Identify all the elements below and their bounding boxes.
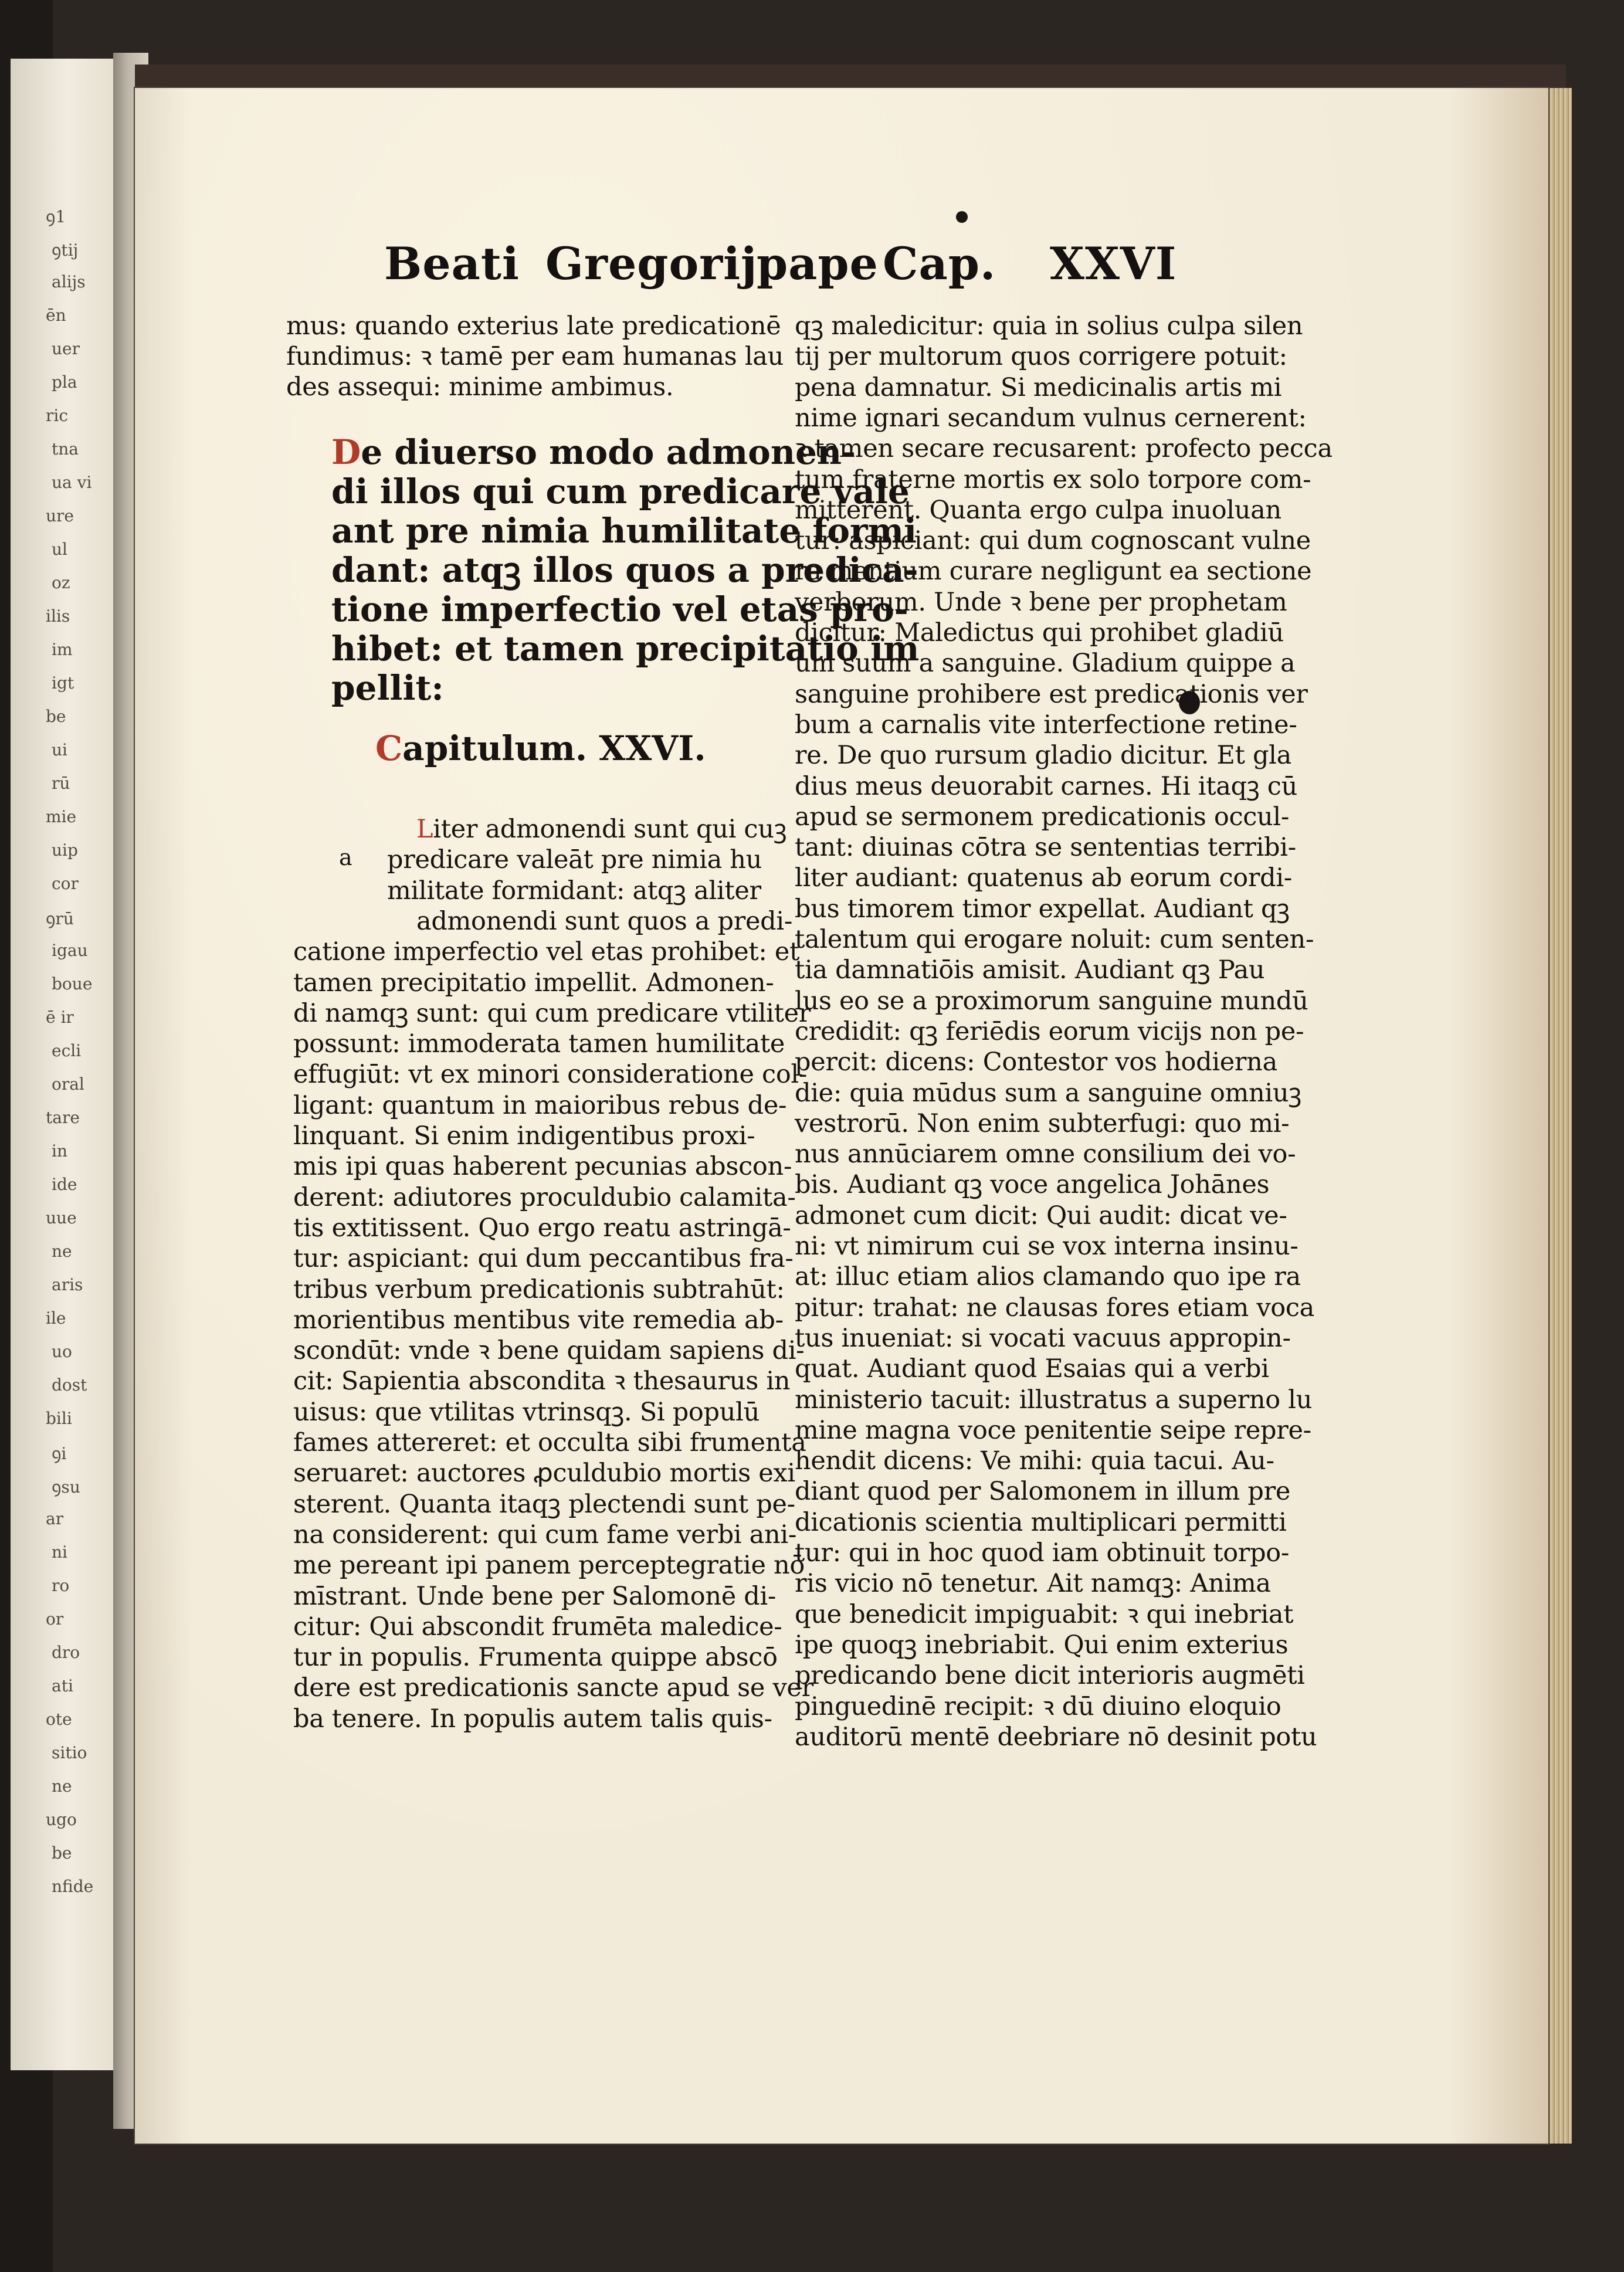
leftIntro-line: fundimus: ꝛ tamē per eam humanas lau: [286, 342, 784, 371]
ink-dot: [956, 211, 968, 223]
rightBody-line: quat. Audiant quod Esaias qui a verbi: [795, 1354, 1269, 1384]
leftBody-line: mis ipi quas haberent pecunias abscon-: [293, 1152, 792, 1182]
rightBody-line: verborum. Unde ꝛ bene per prophetam: [795, 587, 1287, 617]
rightBody-line: bus timorem timor expellat. Audiant qꝫ: [795, 894, 1290, 924]
facing-page-fragment: ile: [46, 1308, 66, 1328]
rubric-initial: D: [331, 432, 361, 472]
facing-page-fragment: ꝯ1: [46, 207, 66, 226]
facing-page-fragment: uue: [46, 1208, 77, 1227]
facing-page-edge: [11, 59, 113, 2070]
facing-page-fragment: alijs: [52, 272, 86, 291]
chapter-heading: Capitulum. XXVI.: [375, 728, 706, 768]
leftTitle-line: hibet: et tamen precipitatio im: [331, 629, 920, 669]
facing-page-fragment: bili: [46, 1409, 72, 1428]
rightBody-line: auditorū mentē deebriare nō desinit potu: [795, 1722, 1317, 1752]
rightBody-line: re. De quo rursum gladio dicitur. Et gla: [795, 741, 1291, 771]
facing-page-fragment: ecli: [52, 1041, 82, 1060]
facing-page-fragment: igau: [52, 941, 88, 960]
facing-page-fragment: uip: [52, 840, 78, 860]
leftBody-line: derent: adiutores proculdubio calamita-: [293, 1182, 796, 1212]
leftBody-line: dere est predicationis sancte apud se ver: [293, 1673, 813, 1703]
rightBody-line: nime ignari secandum vulnus cernerent:: [795, 403, 1307, 433]
facing-page-fragment: sitio: [52, 1743, 87, 1762]
facing-page-fragment: im: [52, 640, 73, 659]
facing-page-fragment: dost: [52, 1375, 87, 1395]
facing-page-fragment: nfide: [52, 1877, 94, 1896]
leftBody-line: morientibus mentibus vite remedia ab-: [293, 1305, 784, 1335]
facing-page-fragment: igt: [52, 673, 74, 693]
header-cap: Cap.: [883, 238, 996, 290]
rightBody-line: ni: vt nimirum cui se vox interna insinu-: [795, 1232, 1298, 1261]
leftBody-line: citur: Qui abscondit frumēta maledice-: [293, 1612, 782, 1642]
header-gregorii: Gregorij: [545, 238, 758, 290]
facing-page-fragment: ꝯrū: [46, 909, 74, 928]
facing-page-fragment: ne: [52, 1242, 72, 1261]
facing-page-fragment: ē ir: [46, 1008, 74, 1027]
facing-page-fragment: uer: [52, 339, 80, 358]
rightBody-line: admonet cum dicit: Qui audit: dicat ve-: [795, 1201, 1287, 1230]
rightBody-line: sanguine prohibere est predicationis ver: [795, 679, 1308, 709]
rightBody-line: mitterent. Quanta ergo culpa inuoluan: [795, 495, 1281, 525]
rightBody-line: ipe quoqꝫ inebriabit. Qui enim exterius: [795, 1630, 1289, 1660]
facing-page-fragment: ui: [52, 740, 67, 759]
leftBody-line: ligant: quantum in maioribus rebus de-: [293, 1090, 787, 1120]
facing-page-fragment: ide: [52, 1175, 77, 1194]
facing-page-fragment: ꝯtij: [52, 240, 79, 260]
rightBody-line: dicitur: Maledictus qui prohibet gladiū: [795, 618, 1284, 647]
facing-page-fragment: ilis: [46, 606, 70, 626]
rightBody-line: lus eo se a proximorum sanguine mundū: [795, 986, 1308, 1016]
leftIntro-line: des assequi: minime ambimus.: [286, 372, 674, 402]
leftTitle-line: di illos qui cum predicare vale: [331, 472, 910, 511]
leftBody-line: mīstrant. Unde bene per Salomonē di-: [293, 1581, 777, 1611]
leftBody-line: di namqꝫ sunt: qui cum predicare vtiliter: [293, 998, 811, 1028]
rightBody-line: tum fraterne mortis ex solo torpore com-: [795, 464, 1311, 494]
rightBody-line: qꝫ maledicitur: quia in solius culpa silen: [795, 311, 1303, 341]
facing-page-fragment: ꝯi: [52, 1444, 67, 1463]
rightBody-line: tia damnatiōis amisit. Audiant qꝫ Pau: [795, 955, 1265, 985]
facing-page-fragment: ul: [52, 540, 67, 559]
rightBody-line: pitur: trahat: ne clausas fores etiam voca: [795, 1293, 1315, 1322]
facing-page-fragment: dro: [52, 1643, 80, 1662]
facing-page-fragment: be: [52, 1843, 72, 1863]
header-pape: pape: [757, 238, 879, 290]
rightBody-line: ꝛ tamen secare recusarent: profecto pecca: [795, 434, 1333, 464]
facing-page-fragment: mie: [46, 807, 77, 826]
rightBody-line: pinguedinē recipit: ꝛ dū diuino eloquio: [795, 1691, 1281, 1721]
facing-page-fragment: ugo: [46, 1810, 77, 1829]
leftBody-line: me pereant ipi panem perceptegratie nō: [293, 1551, 805, 1581]
leftTitle-line: dant: atqꝫ illos quos a predica-: [331, 550, 918, 590]
facing-page-fragment: ro: [52, 1576, 70, 1595]
rightBody-line: dius meus deuorabit carnes. Hi itaqꝫ cū: [795, 771, 1297, 801]
facing-page-fragment: ni: [52, 1542, 67, 1562]
leftBody-line: predicare valeāt pre nimia hu: [387, 845, 762, 875]
leftBody-line: effugiūt: vt ex minori consideratione col-: [293, 1060, 808, 1090]
rightBody-line: at: illuc etiam alios clamando quo ipe ra: [795, 1262, 1301, 1292]
rightBody-line: tij per multorum quos corrigere potuit:: [795, 342, 1287, 372]
facing-page-fragment: tare: [46, 1108, 80, 1127]
facing-page-fragment: aris: [52, 1275, 83, 1294]
facing-page-fragment: or: [46, 1609, 64, 1629]
facing-page-fragment: ua vi: [52, 473, 92, 492]
rightBody-line: ministerio tacuit: illustratus a superno lu: [795, 1385, 1313, 1415]
leftBody-line: ba tenere. In populis autem talis quis-: [293, 1704, 772, 1734]
rightBody-line: nus annūciarem omne consilium dei vo-: [795, 1140, 1296, 1169]
rightBody-line: pena damnatur. Si medicinalis artis mi: [795, 372, 1282, 402]
leftTitle-line: pellit:: [331, 668, 444, 708]
rightBody-line: tur: aspiciant: qui dum cognoscant vulne: [795, 526, 1311, 556]
rightBody-line: tur: qui in hoc quod iam obtinuit torpo-: [795, 1538, 1290, 1568]
leftBody-line: tur: aspiciant: qui dum peccantibus fra-: [293, 1244, 794, 1274]
rightBody-line: bum a carnalis vite interfectione retine-: [795, 710, 1297, 740]
header-numeral: XXVI: [1050, 238, 1177, 290]
leftBody-line: militate formidant: atqꝫ aliter: [387, 876, 761, 906]
leftBody-line: admonendi sunt quos a predi-: [416, 906, 793, 936]
leftBody-line: na considerent: qui cum fame verbi ani-: [293, 1520, 797, 1549]
facing-page-fragment: ar: [46, 1509, 64, 1528]
facing-page-fragment: oral: [52, 1074, 84, 1094]
rightBody-line: liter audiant: quatenus ab eorum cordi-: [795, 863, 1293, 893]
facing-page-fragment: ne: [52, 1776, 72, 1796]
facing-page-fragment: be: [46, 707, 66, 726]
running-header: [0, 238, 1624, 308]
rubric-initial: L: [416, 815, 433, 844]
header-beati: Beati: [384, 238, 520, 290]
leftIntro-line: mus: quando exterius late predicationē: [286, 311, 781, 341]
leftBody-line: Liter admonendi sunt qui cuꝫ: [416, 815, 787, 844]
rightBody-line: um suum a sanguine. Gladium quippe a: [795, 649, 1296, 679]
leftBody-line: linquant. Si enim indigentibus proxi-: [293, 1121, 755, 1151]
facing-page-fragment: ꝯsu: [52, 1477, 80, 1497]
leftBody-line: seruaret: auctores ꝓculdubio mortis exi: [293, 1459, 795, 1488]
leftBody-line: tamen precipitatio impellit. Admonen-: [293, 968, 774, 998]
rightBody-line: vestrorū. Non enim subterfugi: quo mi-: [795, 1108, 1290, 1138]
leftBody-line: catione imperfectio vel etas prohibet: et: [293, 937, 800, 967]
leftTitle-line: tione imperfectio vel etas pro-: [331, 589, 908, 629]
facing-page-fragment: ote: [46, 1710, 72, 1729]
rightBody-line: dicationis scientia multiplicari permitti: [795, 1507, 1287, 1537]
rightBody-line: percit: dicens: Contestor vos hodierna: [795, 1047, 1277, 1077]
rightBody-line: bis. Audiant qꝫ voce angelica Johānes: [795, 1170, 1270, 1200]
rightBody-line: die: quia mūdus sum a sanguine omniuꝫ: [795, 1078, 1301, 1108]
leftBody-line: sterent. Quanta itaqꝫ plectendi sunt pe-: [293, 1489, 795, 1519]
facing-page-fragment: pla: [52, 372, 77, 392]
leftBody-line: fames attereret: et occulta sibi frumenta: [293, 1428, 806, 1457]
leftBody-line: cit: Sapientia abscondita ꝛ thesaurus in: [293, 1366, 791, 1396]
leftBody-line: tribus verbum predicationis subtrahūt:: [293, 1274, 785, 1304]
leftBody-line: tis extitissent. Quo ergo reatu astringā-: [293, 1213, 791, 1243]
rightBody-line: credidit: qꝫ feriēdis eorum vicijs non pe-: [795, 1016, 1304, 1046]
facing-page-fragment: ati: [52, 1676, 73, 1695]
facing-page-fragment: ure: [46, 506, 74, 525]
rightBody-line: diant quod per Salomonem in illum pre: [795, 1477, 1290, 1507]
margin-letter: a: [339, 845, 352, 870]
rightBody-line: tus inueniat: si vocati vacuus appropin-: [795, 1323, 1291, 1353]
rightBody-line: hendit dicens: Ve mihi: quia tacui. Au-: [795, 1446, 1274, 1476]
facing-page-fragment: ric: [46, 406, 69, 425]
rubric-initial: C: [375, 728, 403, 768]
leftBody-line: tur in populis. Frumenta quippe abscō: [293, 1643, 778, 1673]
facing-page-fragment: boue: [52, 974, 93, 993]
rightBody-line: apud se sermonem predicationis occul-: [795, 802, 1290, 832]
facing-page-fragment: in: [52, 1141, 67, 1161]
rightBody-line: predicando bene dicit interioris augmēti: [795, 1661, 1305, 1691]
rightBody-line: talentum qui erogare noluit: cum senten-: [795, 925, 1314, 954]
facing-page-fragment: uo: [52, 1342, 72, 1361]
facing-page-fragment: oz: [52, 573, 70, 592]
leftBody-line: possunt: immoderata tamen humilitate: [293, 1029, 785, 1059]
facing-page-fragment: ēn: [46, 306, 66, 325]
facing-page-fragment: tna: [52, 439, 79, 459]
rightBody-line: mine magna voce penitentie seipe repre-: [795, 1415, 1311, 1445]
leftBody-line: scondūt: vnde ꝛ bene quidam sapiens di-: [293, 1336, 805, 1366]
facing-page-fragment: cor: [52, 874, 79, 893]
leftBody-line: uisus: que vtilitas vtrinsqꝫ. Si populū: [293, 1397, 760, 1427]
leftTitle-line: De diuerso modo admonen-: [331, 432, 856, 472]
rightBody-line: ra mentium curare negligunt ea sectione: [795, 557, 1312, 586]
rightBody-line: que benedicit impiguabit: ꝛ qui inebriat: [795, 1599, 1294, 1629]
leftTitle-line: ant pre nimia humilitate formi: [331, 511, 917, 551]
rightBody-line: ris vicio nō tenetur. Ait namqꝫ: Anima: [795, 1569, 1271, 1599]
facing-page-fragment: rū: [52, 774, 70, 793]
rightBody-line: tant: diuinas cōtra se sententias terribi-: [795, 833, 1296, 863]
